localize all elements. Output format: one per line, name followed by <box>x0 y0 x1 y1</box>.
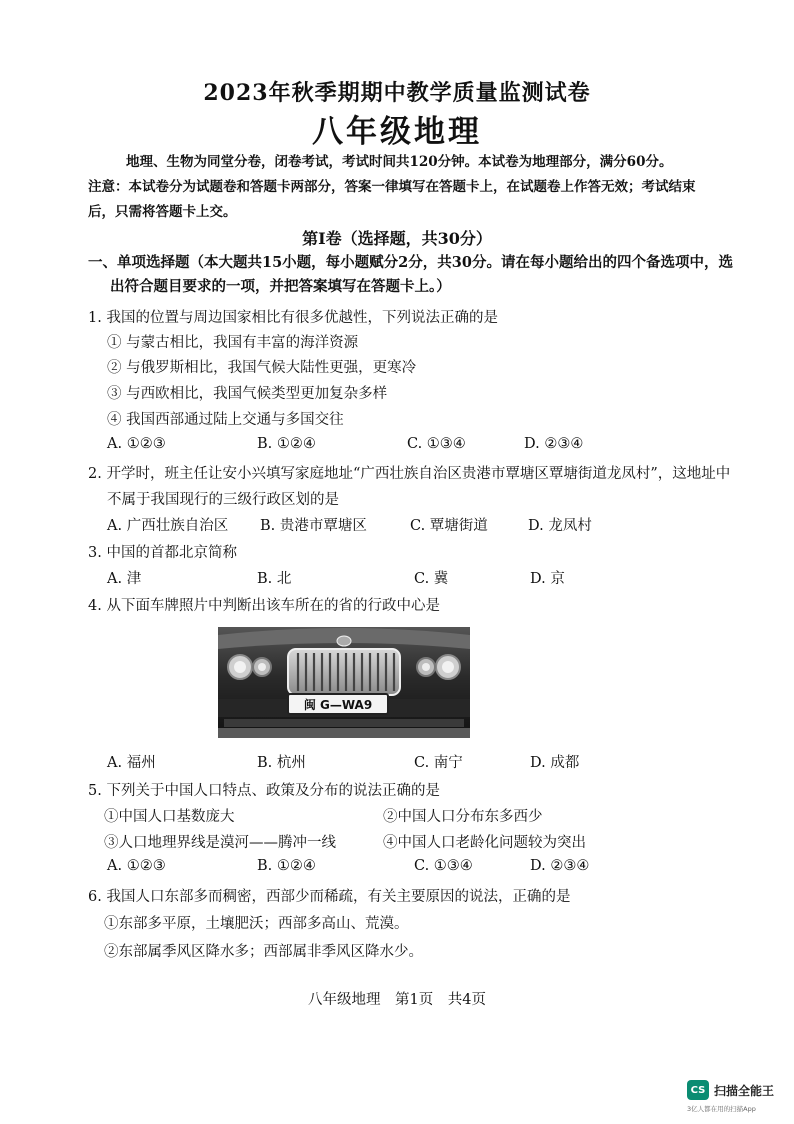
scanner-logo-icon: CS <box>687 1080 709 1100</box>
q2-option-b: B. 贵港市覃塘区 <box>260 518 367 534</box>
exam-title: 2023年秋季期期中教学质量监测试卷 <box>203 80 591 106</box>
q1-stem: 1. 我国的位置与周边国家相比有很多优越性，下列说法正确的是 <box>88 310 498 326</box>
car-front-illustration <box>218 627 470 738</box>
q1-statement-3: ③ 与西欧相比，我国气候类型更加复杂多样 <box>107 386 388 402</box>
q5-option-d: D. ②③④ <box>530 858 590 874</box>
q3-stem: 3. 中国的首都北京简称 <box>88 545 237 561</box>
q5-statement-2: ②中国人口分布东多西少 <box>383 809 543 825</box>
scanner-app-name: 扫描全能王 <box>714 1083 775 1098</box>
q1-statement-4: ④ 我国西部通过陆上交通与多国交往 <box>107 412 344 428</box>
q2-stem-1: 2. 开学时，班主任让安小兴填写家庭地址“广西壮族自治区贵港市覃塘区覃塘街道龙凤村”，这地址中 <box>88 466 731 482</box>
section-instruction-2: 出符合题目要求的一项，并把答案填写在答题卡上。） <box>110 278 451 295</box>
q6-statement-1: ①东部多平原，土壤肥沃；西部多高山、荒漠。 <box>104 916 409 932</box>
q1-statement-2: ② 与俄罗斯相比，我国气候大陆性更强，更寒冷 <box>107 360 417 376</box>
q4-stem: 4. 从下面车牌照片中判断出该车所在的省的行政中心是 <box>88 598 440 614</box>
q1-option-a: A. ①②③ <box>107 436 166 452</box>
license-plate-text: 闽 G—WA9 <box>303 698 373 712</box>
q6-stem: 6. 我国人口东部多而稠密，西部少而稀疏，有关主要原因的说法，正确的是 <box>88 889 571 905</box>
q4-option-d: D. 成都 <box>530 755 580 771</box>
q5-option-a: A. ①②③ <box>107 858 166 874</box>
q5-statement-1: ①中国人口基数庞大 <box>104 809 235 825</box>
page-footer: 八年级地理 第1页 共4页 <box>308 992 486 1008</box>
q5-option-b: B. ①②④ <box>257 858 316 874</box>
q4-option-c: C. 南宁 <box>414 755 463 771</box>
q3-option-b: B. 北 <box>257 571 292 587</box>
q5-stem: 5. 下列关于中国人口特点、政策及分布的说法正确的是 <box>88 783 440 799</box>
q5-option-c: C. ①③④ <box>414 858 473 874</box>
section-title: 第Ⅰ卷（选择题，共30分） <box>302 229 492 248</box>
scanner-watermark <box>687 1080 774 1100</box>
q3-option-d: D. 京 <box>530 571 565 587</box>
intro-line-1: 地理、生物为同堂分卷，闭卷考试，考试时间共120分钟。本试卷为地理部分，满分60分。 <box>126 154 673 170</box>
intro-line-2: 注意：本试卷分为试题卷和答题卡两部分，答案一律填写在答题卡上，在试题卷上作答无效；考试结束 <box>88 179 696 195</box>
section-instruction-1: 一、单项选择题（本大题共15小题，每小题赋分2分，共30分。请在每小题给出的四个备选项中，选 <box>88 254 733 271</box>
q1-option-b: B. ①②④ <box>257 436 316 452</box>
q5-statement-4: ④中国人口老龄化问题较为突出 <box>383 835 586 851</box>
q5-statement-3: ③人口地理界线是漠河——腾冲一线 <box>104 835 336 851</box>
q2-stem-2: 不属于我国现行的三级行政区划的是 <box>107 492 339 508</box>
q1-option-c: C. ①③④ <box>407 436 466 452</box>
q4-option-a: A. 福州 <box>107 755 156 771</box>
q2-option-d: D. 龙凤村 <box>528 518 592 534</box>
q1-option-d: D. ②③④ <box>524 436 584 452</box>
q1-statement-1: ① 与蒙古相比，我国有丰富的海洋资源 <box>107 335 359 351</box>
q2-option-c: C. 覃塘街道 <box>410 518 488 534</box>
q3-option-a: A. 津 <box>107 571 142 587</box>
q4-option-b: B. 杭州 <box>257 755 306 771</box>
q3-option-c: C. 冀 <box>414 571 449 587</box>
intro-line-3: 后，只需将答题卡上交。 <box>88 204 237 220</box>
subject-title: 八年级地理 <box>312 114 482 150</box>
scanner-slogan: 3亿人都在用的扫描App <box>687 1105 756 1113</box>
car-license-plate-photo <box>218 627 470 738</box>
q6-statement-2: ②东部属季风区降水多；西部属非季风区降水少。 <box>104 944 423 960</box>
q2-option-a: A. 广西壮族自治区 <box>107 518 229 534</box>
